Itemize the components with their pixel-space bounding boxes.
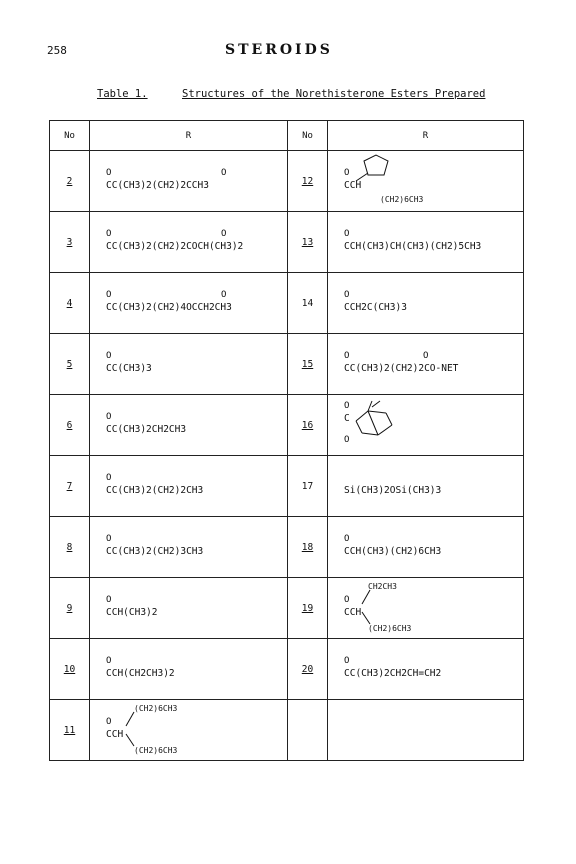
table-title: Structures of the Norethisterone Esters Prepared [182, 88, 486, 100]
table-row [50, 212, 524, 273]
compound-no: 9 [50, 578, 90, 639]
r-group: Si(CH3)2OSi(CH3)3 [328, 456, 524, 517]
r-group [328, 700, 524, 761]
compound-no: 20 [288, 639, 328, 700]
table-row [50, 456, 524, 517]
r-group: O O CC(CH3)2(CH2)2CO-NET [328, 334, 524, 395]
r-group: O O CC(CH3)2(CH2)2CCH3 [90, 151, 288, 212]
table-number: Table 1. [97, 88, 148, 100]
bicyclic-ketone-icon [348, 399, 408, 449]
compound-no: 18 [288, 517, 328, 578]
compound-no: 12 [288, 151, 328, 212]
table-row [50, 700, 524, 761]
compound-no: 14 [288, 273, 328, 334]
table-header-row [50, 121, 524, 151]
r-group: O CCH(CH3)2 [90, 578, 288, 639]
table-row [50, 334, 524, 395]
compound-no: 7 [50, 456, 90, 517]
compound-no [288, 700, 328, 761]
compound-no: 2 [50, 151, 90, 212]
compound-no: 15 [288, 334, 328, 395]
r-group: O CC(CH3)3 [90, 334, 288, 395]
table-row [50, 578, 524, 639]
compound-no: 4 [50, 273, 90, 334]
r-group: CH2CH3 O CCH (CH2)6CH3 [328, 578, 524, 639]
compound-no: 17 [288, 456, 328, 517]
r-group: O CC(CH3)2CH2CH3 [90, 395, 288, 456]
header-no-right: No [288, 121, 328, 151]
page-number: 258 [47, 44, 67, 57]
esters-table [49, 120, 524, 761]
compound-no: 10 [50, 639, 90, 700]
compound-no: 8 [50, 517, 90, 578]
journal-name: STEROIDS [225, 42, 333, 58]
table-row [50, 639, 524, 700]
r-group: O CCH (CH2)6CH3 [328, 151, 524, 212]
r-group: (CH2)6CH3 O CCH (CH2)6CH3 [90, 700, 288, 761]
compound-no: 3 [50, 212, 90, 273]
compound-no: 6 [50, 395, 90, 456]
compound-no: 13 [288, 212, 328, 273]
r-group: O CC(CH3)2CH2CH=CH2 [328, 639, 524, 700]
compound-no: 5 [50, 334, 90, 395]
header-no-left: No [50, 121, 90, 151]
r-group: O C O [328, 395, 524, 456]
compound-no: 19 [288, 578, 328, 639]
table-row [50, 151, 524, 212]
header-r-right: R [328, 121, 524, 151]
r-group: O CCH(CH3)CH(CH3)(CH2)5CH3 [328, 212, 524, 273]
r-group: O CC(CH3)2(CH2)3CH3 [90, 517, 288, 578]
table-row [50, 273, 524, 334]
compound-no: 11 [50, 700, 90, 761]
r-group: O O CC(CH3)2(CH2)4OCCH2CH3 [90, 273, 288, 334]
r-group: O CCH(CH3)(CH2)6CH3 [328, 517, 524, 578]
r-group: O O CC(CH3)2(CH2)2COCH(CH3)2 [90, 212, 288, 273]
table-row [50, 517, 524, 578]
r-group: O CCH(CH2CH3)2 [90, 639, 288, 700]
r-group: O CC(CH3)2(CH2)2CH3 [90, 456, 288, 517]
table-body [50, 151, 524, 761]
r-group: O CCH2C(CH3)3 [328, 273, 524, 334]
header-r-left: R [90, 121, 288, 151]
table-row [50, 395, 524, 456]
compound-no: 16 [288, 395, 328, 456]
